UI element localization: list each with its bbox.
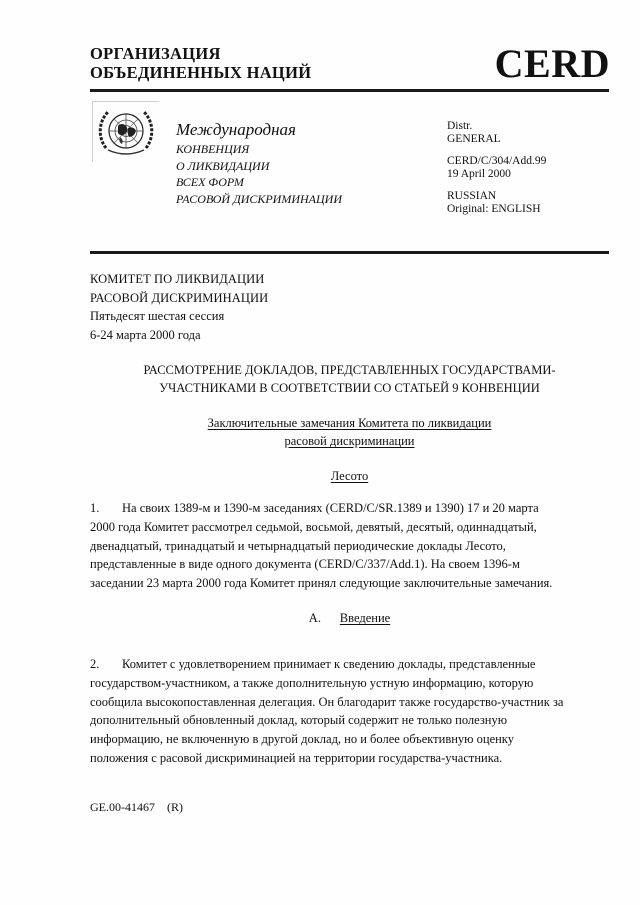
header-divider xyxy=(90,89,609,92)
org-name-line-2: ОБЪЕДИНЕННЫХ НАЦИЙ xyxy=(90,63,312,82)
convention-line-3: О ЛИКВИДАЦИИ xyxy=(176,158,270,173)
section-letter: A. xyxy=(308,611,321,625)
original-language: Original: ENGLISH xyxy=(447,203,541,215)
committee-name-line-2: РАСОВОЙ ДИСКРИМИНАЦИИ xyxy=(90,290,269,305)
convention-line-2: КОНВЕНЦИЯ xyxy=(176,142,250,156)
organization-name xyxy=(90,44,311,82)
symbol-and-date xyxy=(447,155,546,181)
paragraph-number: 2. xyxy=(90,657,100,671)
paragraph-line: положения с расовой дискриминацией на территории государства-участника. xyxy=(90,750,503,765)
convention-line-1: Международная xyxy=(176,120,296,139)
paragraph-line: 2000 года Комитет рассмотрел седьмой, восьмой, девятый, десятый, одиннадцатый, xyxy=(90,519,537,534)
distr-value: GENERAL xyxy=(447,133,501,145)
document-date: 19 April 2000 xyxy=(447,168,511,180)
convention-title xyxy=(176,120,342,207)
distribution xyxy=(447,120,546,146)
document-title xyxy=(90,361,609,397)
committee-block xyxy=(90,270,268,344)
document-subtitle xyxy=(90,414,609,450)
subtitle-line-2: расовой дискриминации xyxy=(284,434,415,448)
paragraph-line: Комитет с удовлетворением принимает к сведению доклады, представленные xyxy=(122,657,536,671)
cerd-logo-text: CERD xyxy=(494,41,610,86)
paragraph-line: информацию, не включенную в другой доклад, но и более объективную оценку xyxy=(90,732,514,747)
language-info xyxy=(447,190,546,216)
document-symbol: CERD/C/304/Add.99 xyxy=(447,155,547,167)
convention-line-4: ВСЕХ ФОРМ xyxy=(176,175,244,189)
convention-line-5: РАСОВОЙ ДИСКРИМИНАЦИИ xyxy=(176,191,343,206)
paragraph-line: дополнительный обновленный доклад, который содержит не только полезную xyxy=(90,713,508,728)
paragraph-line: сообщила высокопоставленная делегация. Он благодарит также государство-участник за xyxy=(90,694,564,709)
title-line-1: РАССМОТРЕНИЕ ДОКЛАДОВ, ПРЕДСТАВЛЕННЫХ ГОСУДАРСТВАМИ- xyxy=(143,363,556,377)
distr-label: Distr. xyxy=(447,120,473,132)
paragraph-2 xyxy=(90,655,609,768)
committee-name-line-1: КОМИТЕТ ПО ЛИКВИДАЦИИ xyxy=(90,272,265,286)
un-emblem-icon xyxy=(96,104,156,160)
country-name: Лесото xyxy=(330,469,369,483)
country-heading xyxy=(90,467,609,485)
paragraph-number: 1. xyxy=(90,501,100,515)
subtitle-line-1: Заключительные замечания Комитета по ликвидации xyxy=(207,416,492,430)
section-title: Введение xyxy=(339,611,391,625)
title-line-2: УЧАСТНИКАМИ В СООТВЕТСТВИИ СО СТАТЬЕЙ 9 КОНВЕНЦИИ xyxy=(159,381,540,395)
un-emblem xyxy=(92,101,159,162)
paragraph-line: двенадцатый, тринадцатый и четырнадцатый периодические доклады Лесото, xyxy=(90,538,506,553)
footer-job-code xyxy=(90,800,183,814)
org-name-line-1: ОРГАНИЗАЦИЯ xyxy=(90,44,221,63)
paragraph-line: государством-участником, а также дополнительную устную информацию, которую xyxy=(90,675,534,690)
paragraph-line: представленные в виде одного документа (CERD/C/337/Add.1). На своем 1396-м xyxy=(90,557,520,572)
section-a-heading xyxy=(90,609,609,627)
session-dates: 6-24 марта 2000 года xyxy=(90,327,201,342)
document-language: RUSSIAN xyxy=(447,190,497,202)
document-metadata xyxy=(447,120,546,225)
paragraph-line: заседании 23 марта 2000 года Комитет принял следующие заключительные замечания. xyxy=(90,576,553,591)
paragraph-line: На своих 1389-м и 1390-м заседаниях (CERD/C/SR.1389 и 1390) 17 и 20 марта xyxy=(122,501,539,515)
session-name: Пятьдесят шестая сессия xyxy=(90,309,225,323)
header-bottom-divider xyxy=(90,251,609,254)
language-code: (R) xyxy=(167,800,183,814)
job-number: GE.00-41467 xyxy=(90,800,155,814)
paragraph-1 xyxy=(90,499,609,593)
